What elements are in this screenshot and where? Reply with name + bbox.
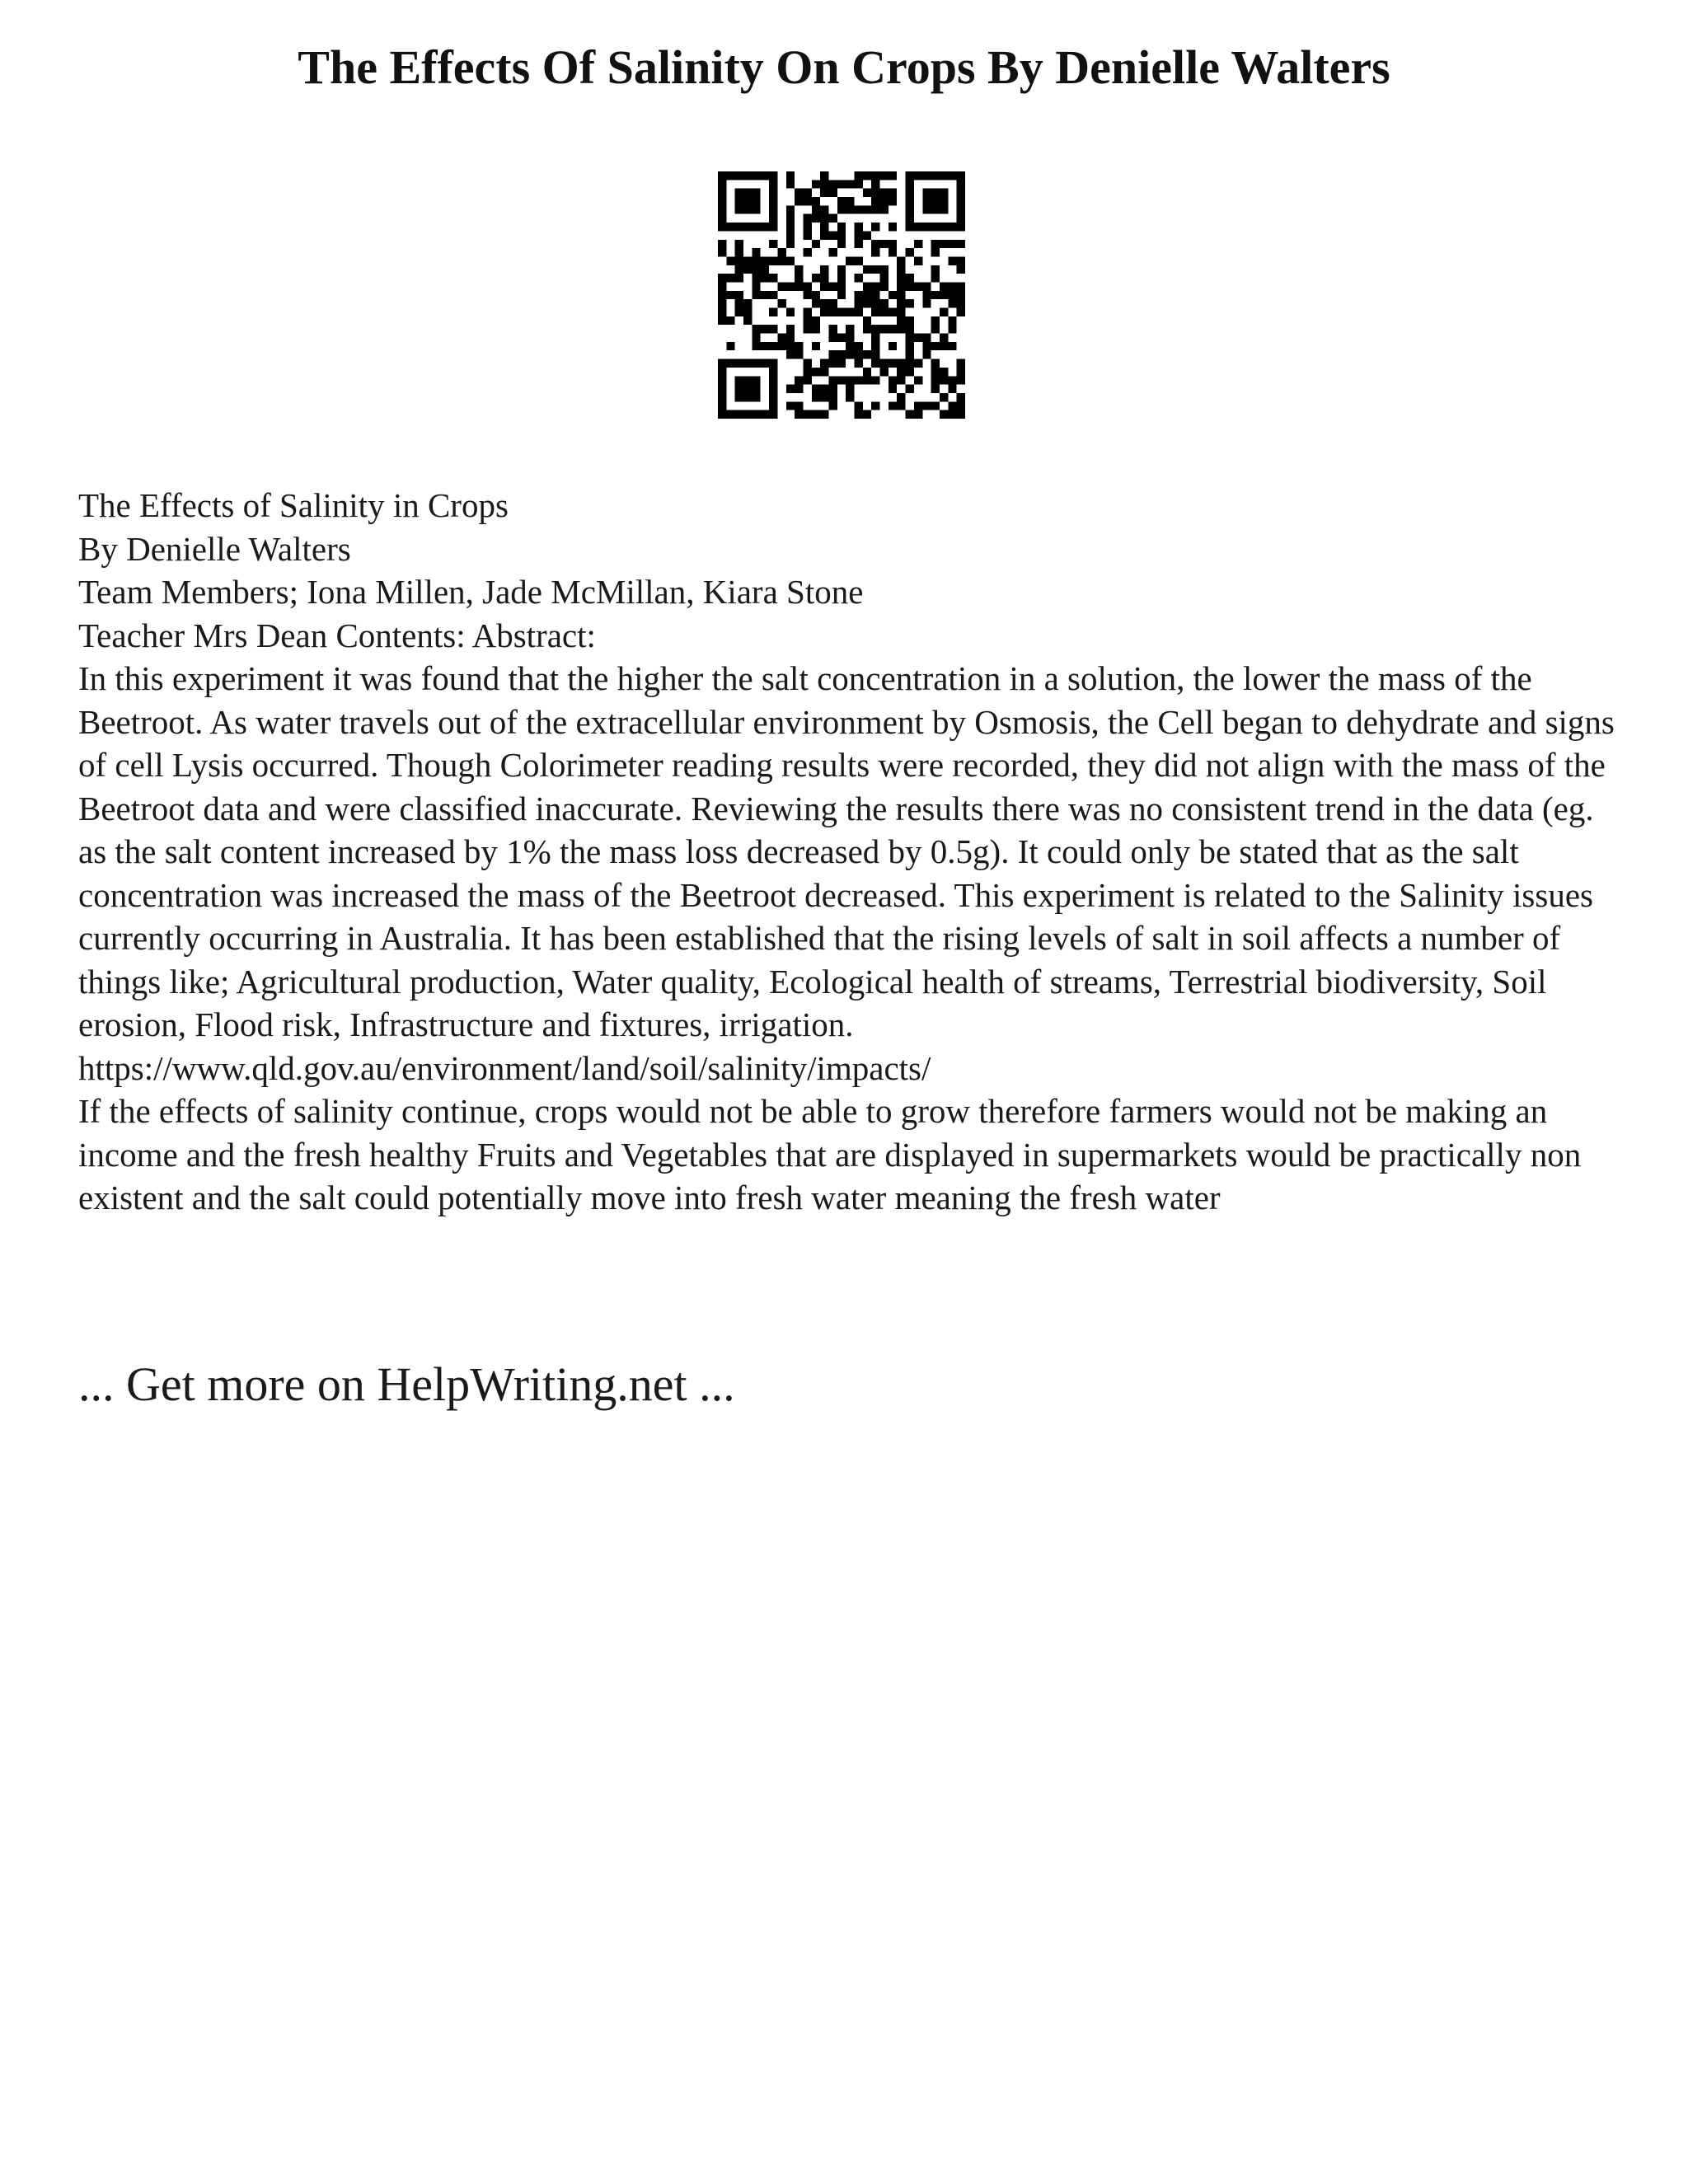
source-url: https://www.qld.gov.au/environment/land/soil/salinity/impacts/ <box>78 1048 931 1087</box>
document-body <box>78 484 1628 1220</box>
page-title: The Effects Of Salinity On Crops By Denielle Walters <box>298 40 1390 94</box>
teacher-line: Teacher Mrs Dean Contents: Abstract: <box>78 616 596 654</box>
team-members-line: Team Members; Iona Millen, Jade McMillan, Kiara Stone <box>78 573 864 611</box>
subtitle-line: The Effects of Salinity in Crops <box>78 486 509 524</box>
conclusion-paragraph: If the effects of salinity continue, crops would not be able to grow therefore farmers would not be making an income and the fresh healthy Fruits and Vegetables that are displayed in supermarkets would be practically non existent and the salt could potentially move into fresh water meaning the fresh water <box>78 1092 1582 1216</box>
abstract-paragraph: In this experiment it was found that the higher the salt concentration in a solution, the lower the mass of the Beetroot. As water travels out of the extracellular environment by Osmosis, the Cell began to dehydrate and signs of cell Lysis occurred. Though Colorimeter reading results were recorded, they did not align with the mass of the Beetroot data and were classified inaccurate. Reviewing the results there was no consistent trend in the data (eg. as the salt content increased by 1% the mass loss decreased by 0.5g). It could only be stated that as the salt concentration was increased the mass of the Beetroot decreased. This experiment is related to the Salinity issues currently occurring in Australia. It has been established that the rising levels of salt in soil affects a number of things like; Agricultural production, Water quality, Ecological health of streams, Terrestrial biodiversity, Soil erosion, Flood risk, Infrastructure and fixtures, irrigation. <box>78 659 1615 1043</box>
get-more-link[interactable]: ... Get more on HelpWriting.net ... <box>78 1357 735 1411</box>
qr-code-icon <box>718 171 965 419</box>
author-line: By Denielle Walters <box>78 529 351 568</box>
